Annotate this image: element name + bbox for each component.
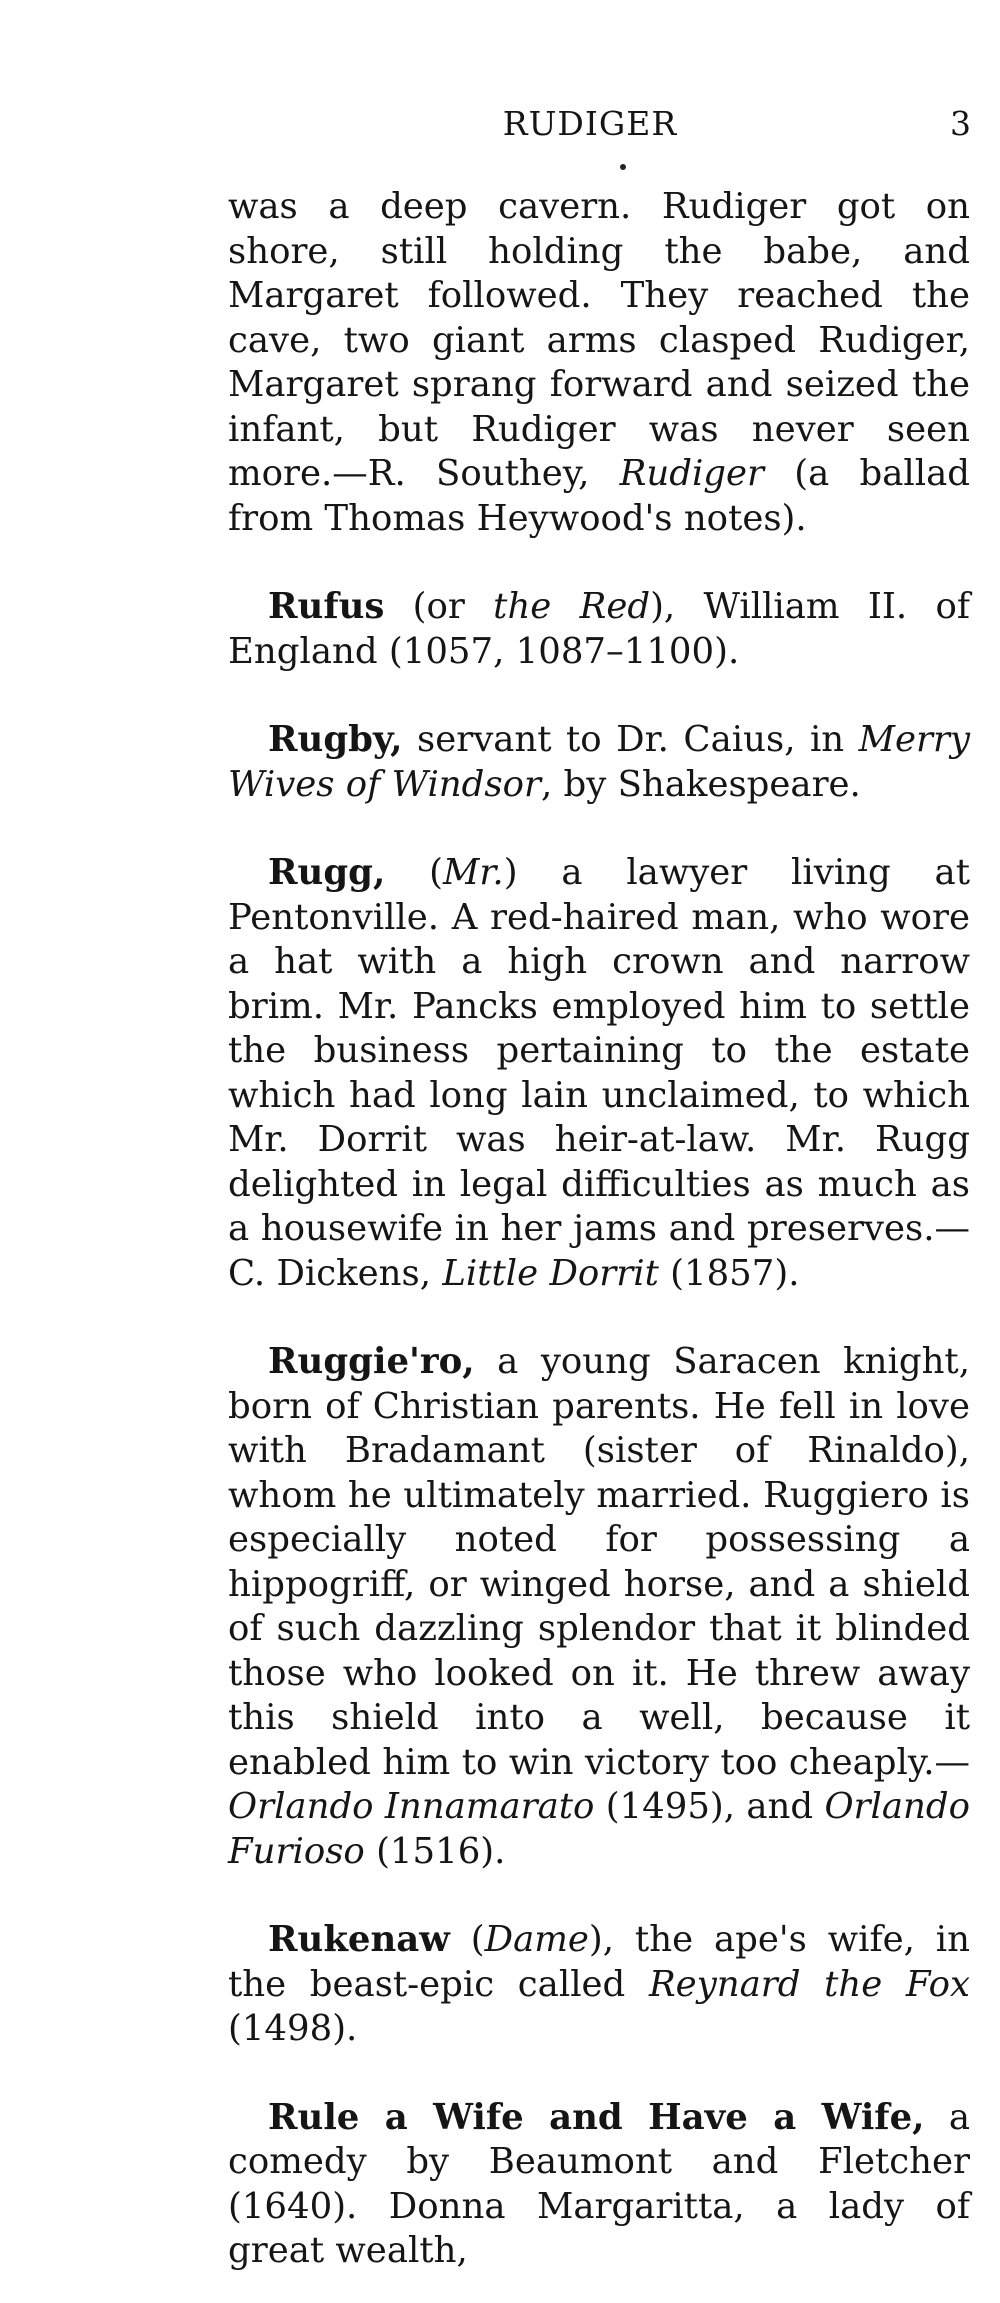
entry-headword: Ruggie'ro,: [268, 1341, 475, 1382]
entry-text: a comedy by Beaumont and Fletcher (1640). Donna Margaritta, a lady of great wealth,: [228, 2096, 970, 2271]
entry-text: (: [449, 1919, 485, 1960]
entry-text: a young Saracen knight, born of Christian parents. He fell in love with Bradamant (sister of Rinaldo), whom he ultimately married. Ruggiero is especially noted for possessing a hippogriff, or winged horse, and a shield of such dazzling splendor that it blinded those who looked on it. He threw away this shield into a well, because it enabled him to win victory too cheaply.—: [228, 1341, 970, 1783]
work-title: Rudiger: [619, 453, 764, 494]
entry-text: (1498).: [228, 2008, 358, 2049]
running-head: [0, 104, 1000, 154]
printed-dot-mark: [620, 164, 626, 170]
entry-italic: Merry Wives of Windsor: [228, 719, 970, 805]
entry-italic: the Red: [493, 586, 651, 627]
entry-rugg: [228, 851, 970, 1296]
continuation-tail: (a ballad from Thomas Heywood's notes).: [228, 453, 970, 539]
continuation-text: was a deep cavern. Rudiger got on shore, still holding the babe, and Margaret followed. They reached the cave, two giant arms clasped Rudiger, Margaret sprang forward and seized the infant, but Rudiger was never seen more.—R. Southey,: [228, 186, 970, 494]
entry-text: ) a lawyer living at Pentonville. A red-haired man, who wore a hat with a high crown and narrow brim. Mr. Pancks employed him to settle the business pertaining to the estate which had long lain unclaimed, to which Mr. Dorrit was heir-at-law. Mr. Rugg delighted in legal difficulties as much as a housewife in her jams and preserves.—C. Dickens,: [228, 852, 970, 1294]
entry-italic: Orlando Innamarato: [228, 1786, 595, 1827]
entry-text: (: [385, 852, 443, 893]
entry-headword: Rugg,: [268, 852, 386, 893]
entry-italic: Orlando Furioso: [228, 1786, 970, 1872]
entry-headword: Rufus: [268, 586, 385, 627]
entry-italic: Reynard the Fox: [648, 1963, 971, 2005]
text-column: [228, 185, 970, 2274]
entry-italic: Dame: [484, 1919, 589, 1960]
continuation-paragraph: [228, 185, 970, 541]
entry-rukenaw: [228, 1918, 970, 2052]
entry-text: servant to Dr. Caius, in: [402, 719, 859, 760]
entry-text: (1495), and: [594, 1786, 825, 1827]
entry-rule-a-wife: [228, 2096, 970, 2274]
page-number: 3: [950, 104, 971, 143]
entry-text: (or: [384, 586, 494, 627]
entry-rufus: [228, 585, 970, 674]
entry-italic: Little Dorrit: [442, 1252, 659, 1294]
entry-rugby: [228, 718, 970, 807]
entry-text: (1857).: [658, 1252, 800, 1294]
entry-italic: Mr.: [442, 852, 504, 893]
entry-headword: Rule a Wife and Have a Wife,: [268, 2096, 925, 2138]
entry-text: ), William II. of England (1057, 1087–1100).: [228, 586, 971, 672]
entry-text: , by Shakespeare.: [540, 763, 861, 805]
entry-ruggiero: [228, 1340, 970, 1874]
entry-text: ), the ape's wife, in the beast-epic called: [228, 1919, 970, 2005]
entry-headword: Rugby,: [268, 719, 403, 760]
entry-headword: Rukenaw: [268, 1919, 450, 1960]
running-head-title: RUDIGER: [502, 104, 678, 143]
entry-text: (1516).: [364, 1830, 506, 1872]
